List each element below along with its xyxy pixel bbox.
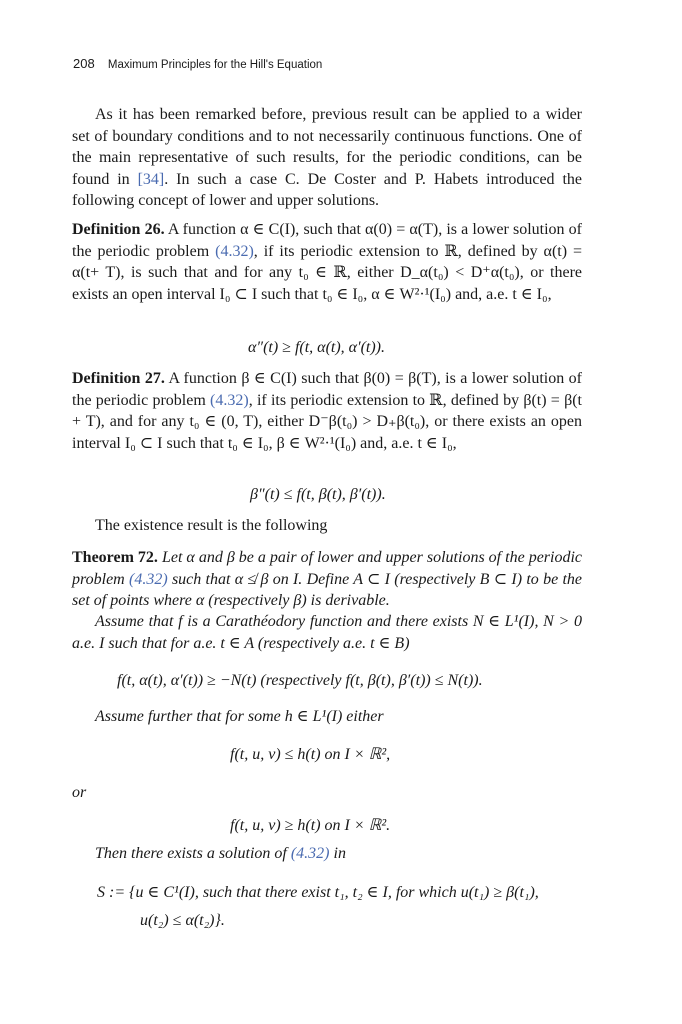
theorem-72-conclusion — [72, 843, 582, 865]
definition-26-text-2: , if its periodic extension to ℝ, defined by α(t) = α(t+ T), is such that and for any t₀ ∈ ℝ, either D_α(t₀) < D⁺α(t₀), or there exists an open interval I₀ ⊂ I such that t₀ ∈ I₀, α ∈ W²·¹(I₀) and, a.e. t ∈ I₀, — [72, 242, 582, 303]
theorem-72-equation-2: f(t, u, v) ≤ h(t) on I × ℝ², — [230, 746, 391, 763]
conclusion-text-2: in — [329, 845, 346, 862]
theorem-72-text-1: Let α and β be a pair of lower and upper solutions of the periodic problem — [72, 549, 583, 588]
definition-26-text-1: A function α ∈ C(I), such that α(0) = α(T), is a lower solution of the periodic problem — [72, 221, 582, 260]
conclusion-text-1: Then there exists a solution of — [95, 845, 291, 862]
theorem-72-assumption-2: Assume further that for some h ∈ L¹(I) either — [95, 708, 384, 725]
definition-26 — [72, 219, 582, 305]
equation-ref-4-32[interactable]: (4.32) — [290, 845, 330, 862]
theorem-72-equation-1: f(t, α(t), α′(t)) ≥ −N(t) (respectively f(t, β(t), β′(t)) ≤ N(t)). — [117, 672, 483, 689]
or-text: or — [72, 784, 87, 801]
running-header — [73, 56, 613, 74]
theorem-72 — [72, 547, 582, 612]
theorem-72-equation-3: f(t, u, v) ≥ h(t) on I × ℝ². — [230, 817, 391, 834]
equation-ref-4-32[interactable]: (4.32) — [129, 570, 168, 588]
theorem-72-assumption-1: Assume that f is a Carathéodory function and there exists N ∈ L¹(I), N > 0 a.e. I such that for a.e. t ∈ A (respectively a.e. t ∈ B) — [72, 613, 582, 652]
definition-26-equation: α″(t) ≥ f(t, α(t), α′(t)). — [248, 339, 385, 356]
equation-ref-4-32[interactable]: (4.32) — [215, 242, 254, 260]
intro-text-1: As it has been remarked before, previous result can be applied to a wider set of boundary conditions and to not necessarily continuous functions. One of the main representative of such results, for the periodic conditions, can be found in — [72, 106, 582, 188]
definition-27-text-2: , if its periodic extension to ℝ, defined by β(t) = β(t + T), and for any t₀ ∈ (0, T), either D⁻β(t₀) > D₊β(t₀), or there exists an open interval I₀ ⊂ I such that t₀ ∈ I₀, β ∈ W²·¹(I₀) and, a.e. t ∈ I₀, — [72, 391, 582, 452]
intro-text-2: . In such a case C. De Coster and P. Habets introduced the following concept of lower and upper solutions. — [72, 170, 583, 209]
page-number: 208 — [73, 56, 95, 71]
running-title: Maximum Principles for the Hill's Equation — [107, 59, 323, 71]
definition-27 — [72, 368, 582, 454]
theorem-72-text-2: such that α ≰ β on I. Define A ⊂ I (respectively B ⊂ I) to be the set of points where α (respectively β) is derivable. — [72, 570, 582, 609]
citation-link-34[interactable]: [34] — [137, 170, 165, 188]
definition-27-equation: β″(t) ≤ f(t, β(t), β′(t)). — [250, 486, 386, 503]
definition-27-text-1: A function β ∈ C(I) such that β(0) = β(T), is a lower solution of the periodic problem — [72, 370, 583, 409]
equation-ref-4-32[interactable]: (4.32) — [210, 391, 249, 409]
definition-26-label: Definition 26. — [72, 221, 165, 238]
intro-paragraph — [72, 104, 582, 212]
solution-set-line-2: u(t₂) ≤ α(t₂)}. — [140, 912, 225, 929]
existence-intro: The existence result is the following — [95, 517, 328, 534]
solution-set-line-1: S := {u ∈ C¹(I), such that there exist t₁, t₂ ∈ I, for which u(t₁) ≥ β(t₁), — [97, 884, 539, 901]
definition-27-label: Definition 27. — [72, 370, 165, 387]
theorem-72-label: Theorem 72. — [72, 549, 158, 566]
